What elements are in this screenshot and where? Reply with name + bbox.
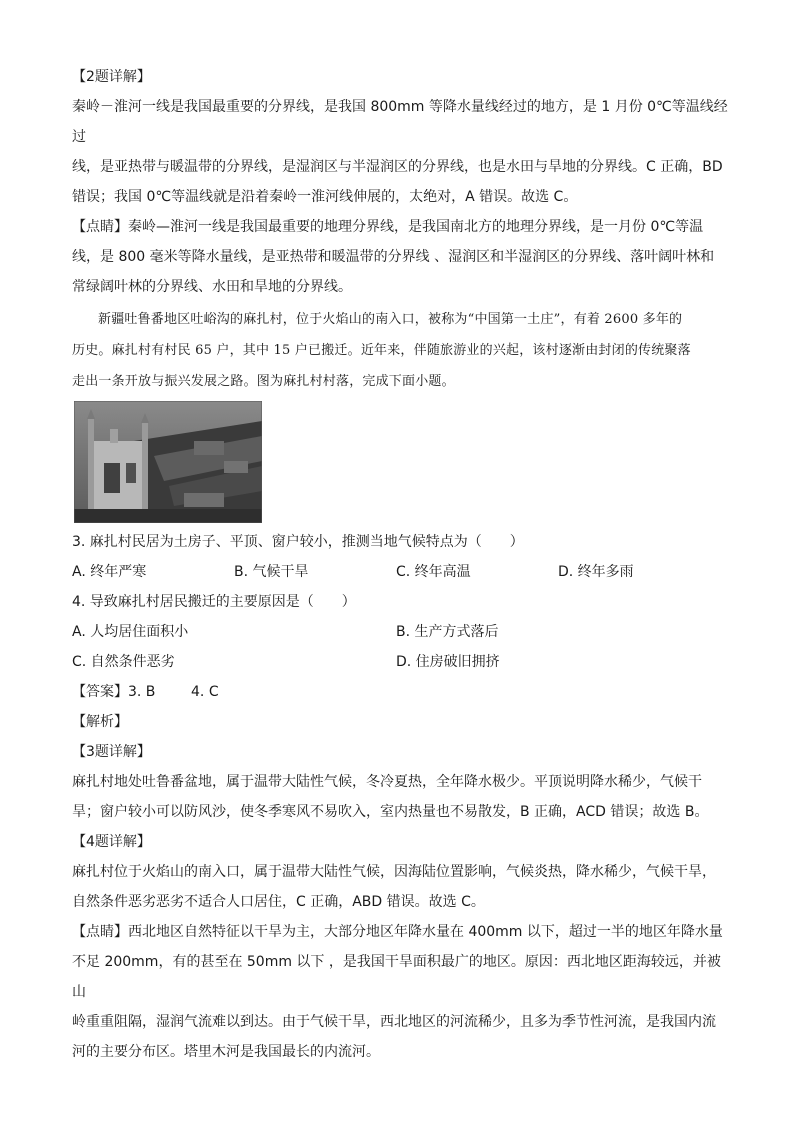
section-4-line-2: 自然条件恶劣恶劣不适合人口居住，C 正确，ABD 错误。故选 C。: [72, 894, 485, 910]
question-3-options: [72, 557, 732, 587]
passage-line-1: 新疆吐鲁番地区吐峪沟的麻扎村，位于火焰山的南入口，被称为“中国第一土庄”，有着 2600 多年的: [98, 312, 683, 327]
question-4-stem: 4. 导致麻扎村居民搬迁的主要原因是（ ）: [72, 594, 356, 610]
section-3-line-2: 旱；窗户较小可以防风沙，使冬季寒风不易吹入，室内热量也不易散发，B 正确，ACD 错误；故选 B。: [72, 804, 709, 820]
section-3-heading: 【3题详解】: [72, 744, 151, 760]
question-4-options-row-2: [72, 647, 732, 677]
village-photo: [74, 401, 262, 523]
document-page: [72, 60, 732, 1067]
answer-text: 3. B 4. C: [128, 684, 219, 700]
dianjing-1-line-2: 线，是 800 毫米等降水量线，是亚热带和暖温带的分界线 、湿润区和半湿润区的分界线、落叶阔叶林和: [72, 249, 715, 265]
dianjing-2-line-2: 不足 200mm，有的甚至在 50mm 以下 ，是我国干旱面积最广的地区。原因：西北地区距海较远，并被山: [72, 954, 721, 1000]
question-3-stem: 3. 麻扎村民居为土房子、平顶、窗户较小，推测当地气候特点为（ ）: [72, 534, 524, 550]
analysis-label: 【解析】: [72, 714, 128, 730]
q4-option-a[interactable]: A. 人均居住面积小: [72, 624, 189, 640]
answer-line: [72, 677, 732, 707]
dianjing-1-line-3: 常绿阔叶林的分界线、水田和旱地的分界线。: [72, 279, 352, 295]
dianjing-label: 【点睛】: [72, 219, 128, 235]
q4-option-c[interactable]: C. 自然条件恶劣: [72, 654, 175, 670]
passage-line-2: 历史。麻扎村有村民 65 户，其中 15 户已搬迁。近年来，伴随旅游业的兴起，该村逐渐由封闭的传统聚落: [72, 343, 691, 358]
q4-option-d[interactable]: D. 住房破旧拥挤: [396, 654, 500, 670]
q4-option-b[interactable]: B. 生产方式落后: [396, 624, 499, 640]
section-2-line-1: 秦岭－淮河一线是我国最重要的分界线，是我国 800mm 等降水量线经过的地方，是 1 月份 0℃等温线经过: [72, 99, 728, 145]
dianjing-2-line-4: 河的主要分布区。塔里木河是我国最长的内流河。: [72, 1044, 380, 1060]
dianjing-1-line-1: [72, 212, 732, 242]
section-2-line-3: 错误；我国 0℃等温线就是沿着秦岭一淮河线伸展的，太绝对，A 错误。故选 C。: [72, 189, 578, 205]
passage-line-3: 走出一条开放与振兴发展之路。图为麻扎村村落，完成下面小题。: [72, 374, 455, 389]
q3-option-c[interactable]: C. 终年高温: [396, 564, 471, 580]
dianjing-text: 西北地区自然特征以干旱为主，大部分地区年降水量在 400mm 以下，超过一半的地区年降水量: [128, 924, 723, 940]
dianjing-label: 【点睛】: [72, 924, 128, 940]
section-4-line-1: 麻扎村位于火焰山的南入口，属于温带大陆性气候，因海陆位置影响，气候炎热，降水稀少，气候干旱，: [72, 864, 716, 880]
answer-label: 【答案】: [72, 684, 128, 700]
dianjing-2-line-3: 岭重重阻隔，湿润气流难以到达。由于气候干旱，西北地区的河流稀少，且多为季节性河流，是我国内流: [72, 1014, 716, 1030]
question-4-options-row-1: [72, 617, 732, 647]
dianjing-text: 秦岭—淮河一线是我国最重要的地理分界线，是我国南北方的地理分界线，是一月份 0℃等温: [128, 219, 704, 235]
section-3-line-1: 麻扎村地处吐鲁番盆地，属于温带大陆性气候，冬冷夏热，全年降水极少。平顶说明降水稀少，气候干: [72, 774, 702, 790]
q3-option-b[interactable]: B. 气候干旱: [234, 564, 309, 580]
q3-option-d[interactable]: D. 终年多雨: [558, 564, 634, 580]
section-2-line-2: 线，是亚热带与暖温带的分界线，是湿润区与半湿润区的分界线，也是水田与旱地的分界线。C 正确，BD: [72, 159, 723, 175]
dianjing-2-line-1: [72, 917, 732, 947]
section-2-heading: 【2题详解】: [72, 69, 151, 85]
section-4-heading: 【4题详解】: [72, 834, 151, 850]
q3-option-a[interactable]: A. 终年严寒: [72, 564, 147, 580]
